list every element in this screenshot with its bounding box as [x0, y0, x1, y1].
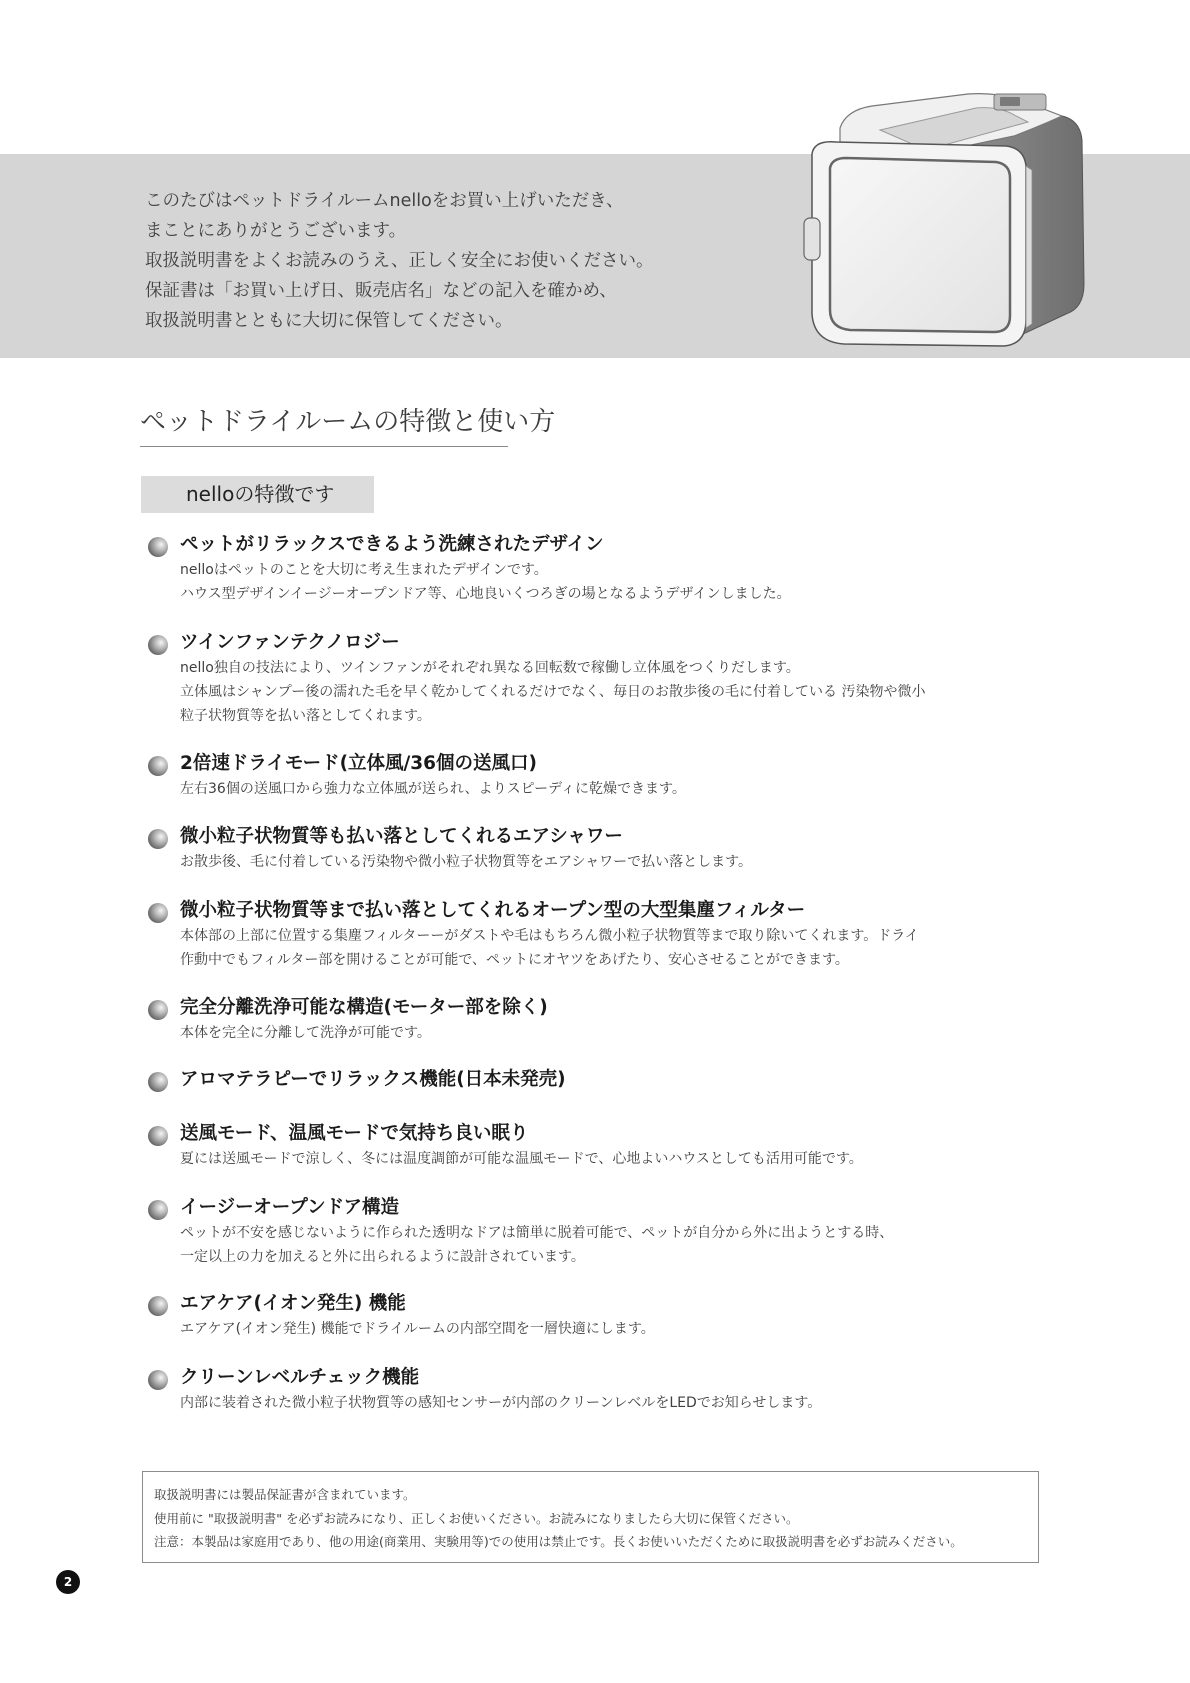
feature-item — [148, 1195, 1048, 1269]
feature-item — [148, 898, 1048, 972]
feature-item — [148, 751, 1048, 801]
bullet-icon — [148, 903, 168, 923]
feature-desc: 夏には送風モードで涼しく、冬には温度調節が可能な温風モードで、心地よいハウスとしても活用可能です。 — [180, 1151, 863, 1167]
intro-line: 取扱説明書をよくお読みのうえ、正しく安全にお使いください。 — [145, 251, 654, 271]
feature-item — [148, 1121, 1048, 1171]
bullet-icon — [148, 1126, 168, 1146]
feature-desc: お散歩後、毛に付着している汚染物や微小粒子状物質等をエアシャワーで払い落とします。 — [180, 854, 753, 870]
feature-title: 2倍速ドライモード(立体風/36個の送風口) — [180, 753, 537, 774]
bullet-icon — [148, 1200, 168, 1220]
intro-line: このたびはペットドライルームnelloをお買い上げいただき、 — [145, 191, 624, 211]
feature-item — [148, 532, 1048, 606]
feature-desc: nelloはペットのことを大切に考え生まれたデザインです。 — [180, 562, 548, 578]
feature-desc: エアケア(イオン発生) 機能でドライルームの内部空間を一層快適にします。 — [180, 1321, 655, 1337]
subheading-label: nelloの特徴です — [186, 482, 335, 506]
notice-line: 取扱説明書には製品保証書が含まれています。 — [154, 1487, 416, 1502]
feature-title: エアケア(イオン発生) 機能 — [180, 1293, 406, 1314]
feature-title: クリーンレベルチェック機能 — [180, 1367, 420, 1388]
feature-desc: 本体部の上部に位置する集塵フィルターーがダストや毛はもちろん微小粒子状物質等まで取り除いてくれます。ドライ — [180, 928, 919, 944]
feature-item — [148, 1067, 1048, 1093]
notice-line: 注意：本製品は家庭用であり、他の用途(商業用、実験用等)での使用は禁止です。長くお使いいただくために取扱説明書を必ずお読みください。 — [154, 1534, 963, 1549]
notice-line: 使用前に "取扱説明書" を必ずお読みになり、正しくお使いください。お読みになりましたら大切に保管ください。 — [154, 1511, 799, 1526]
feature-list — [148, 532, 1048, 1415]
feature-desc: 左右36個の送風口から強力な立体風が送られ、よりスピーディに乾燥できます。 — [180, 781, 686, 797]
feature-desc: 立体風はシャンプー後の濡れた毛を早く乾かしてくれるだけでなく、毎日のお散歩後の毛に付着している 汚染物や微小 — [180, 684, 926, 700]
feature-desc: 一定以上の力を加えると外に出られるように設計されています。 — [180, 1249, 585, 1265]
feature-item — [148, 1365, 1048, 1415]
feature-title: ペットがリラックスできるよう洗練されたデザイン — [180, 534, 604, 555]
bullet-icon — [148, 635, 168, 655]
feature-title: 微小粒子状物質等まで払い落としてくれるオープン型の大型集塵フィルター — [180, 900, 806, 921]
feature-title: アロマテラピーでリラックス機能(日本未発売) — [180, 1069, 566, 1090]
feature-desc: 内部に装着された微小粒子状物質等の感知センサーが内部のクリーンレベルをLEDでお知らせします。 — [180, 1395, 822, 1411]
bullet-icon — [148, 1000, 168, 1020]
feature-desc: 作動中でもフィルター部を開けることが可能で、ペットにオヤツをあげたり、安心させることができます。 — [180, 952, 849, 968]
intro-line: まことにありがとうございます。 — [145, 221, 407, 241]
section-title: ペットドライルームの特徴と使い方 — [140, 402, 508, 447]
feature-desc: 粒子状物質等を払い落としてくれます。 — [180, 708, 431, 724]
feature-desc: ハウス型デザインイージーオープンドア等、心地良いくつろぎの場となるようデザインしました。 — [180, 586, 791, 602]
intro-text — [145, 186, 785, 336]
feature-title: 完全分離洗浄可能な構造(モーター部を除く) — [180, 997, 548, 1018]
feature-title: 微小粒子状物質等も払い落としてくれるエアシャワー — [180, 826, 623, 847]
intro-line: 取扱説明書とともに大切に保管してください。 — [145, 311, 513, 331]
product-illustration — [800, 88, 1090, 350]
bullet-icon — [148, 829, 168, 849]
intro-line: 保証書は「お買い上げ日、販売店名」などの記入を確かめ、 — [145, 281, 617, 301]
feature-item — [148, 824, 1048, 874]
features-subheading — [141, 476, 374, 513]
bullet-icon — [148, 1296, 168, 1316]
feature-item — [148, 630, 1048, 728]
bullet-icon — [148, 1370, 168, 1390]
feature-item — [148, 1291, 1048, 1341]
notice-box — [142, 1471, 1039, 1563]
feature-title: イージーオープンドア構造 — [180, 1197, 400, 1218]
feature-desc: nello独自の技法により、ツインファンがそれぞれ異なる回転数で稼働し立体風をつくりだします。 — [180, 660, 800, 676]
bullet-icon — [148, 537, 168, 557]
page-number: 2 — [56, 1570, 80, 1594]
feature-title: ツインファンテクノロジー — [180, 632, 400, 653]
feature-desc: 本体を完全に分離して洗浄が可能です。 — [180, 1025, 431, 1041]
feature-desc: ペットが不安を感じないように作られた透明なドアは簡単に脱着可能で、ペットが自分から外に出ようとする時、 — [180, 1225, 894, 1241]
bullet-icon — [148, 1072, 168, 1092]
feature-title: 送風モード、温風モードで気持ち良い眠り — [180, 1123, 529, 1144]
bullet-icon — [148, 756, 168, 776]
feature-item — [148, 995, 1048, 1045]
